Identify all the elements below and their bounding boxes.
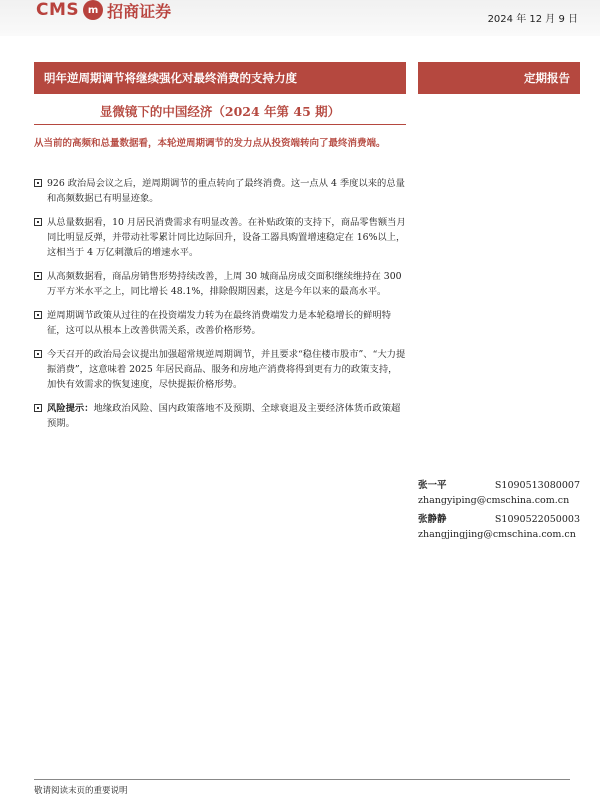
intro-summary: 从当前的高频和总量数据看，本轮逆周期调节的发力点从投资端转向了最终消费端。 [34, 138, 386, 149]
analyst-row [418, 512, 580, 527]
analyst-block [418, 478, 580, 546]
footer-divider [34, 779, 570, 780]
logo-cms-text: CMS [36, 0, 80, 20]
brand-logo [36, 0, 171, 20]
key-point-text: 逆周期调节政策从过往的在投资端发力转为在最终消费端发力是本轮稳增长的鲜明特征，这可以从根本上改善供需关系，改善价格形势。 [47, 310, 391, 336]
report-subtitle: 显微镜下的中国经济（2024 年第 45 期） [99, 104, 341, 119]
square-bullet-icon [34, 311, 42, 319]
key-point-text: 今天召开的政治局会议提出加强超常规逆周期调节，并且要求“稳住楼市股市”、“大力提振消费”，这意味着 2025 年居民商品、服务和房地产消费将得到更有力的政策支持，加快有效需求的恢复速度，尽快提振价格形势。 [47, 349, 406, 390]
subtitle-divider [34, 124, 406, 125]
footer-note: 敬请阅读末页的重要说明 [34, 786, 128, 796]
key-point [34, 269, 406, 299]
square-bullet-icon [34, 350, 42, 358]
analyst-email: zhangjingjing@cmschina.com.cn [418, 529, 576, 540]
analyst-email: zhangyiping@cmschina.com.cn [418, 495, 570, 506]
analyst-name: 张一平 [418, 480, 447, 491]
risk-text: 地缘政治风险、国内政策落地不及预期、全球衰退及主要经济体货币政策超预期。 [47, 403, 401, 429]
square-bullet-icon [34, 404, 42, 412]
analyst-name: 张静静 [418, 514, 447, 525]
key-point-text: 926 政治局会议之后，逆周期调节的重点转向了最终消费。这一点从 4 季度以来的总量和高频数据已有明显迹象。 [47, 178, 405, 204]
key-point [34, 308, 406, 338]
key-point [34, 176, 406, 206]
report-title: 明年逆周期调节将继续强化对最终消费的支持力度 [34, 62, 406, 94]
report-date: 2024 年 12 月 9 日 [487, 14, 578, 25]
key-point [34, 347, 406, 392]
analyst-cert: S1090522050003 [494, 514, 580, 525]
report-type-label: 定期报告 [418, 62, 580, 94]
analyst-cert: S1090513080007 [494, 480, 580, 491]
square-bullet-icon [34, 218, 42, 226]
analyst-row [418, 478, 580, 493]
key-point-text: 从高频数据看，商品房销售形势持续改善，上周 30 城商品房成交面积继续维持在 300 万平方米水平之上，同比增长 48.1%，排除假期因素，这是今年以来的最高水平。 [47, 271, 402, 297]
key-point [34, 215, 406, 260]
square-bullet-icon [34, 272, 42, 280]
risk-label: 风险提示： [47, 403, 94, 414]
key-point-text: 从总量数据看，10 月居民消费需求有明显改善。在补贴政策的支持下，商品零售额当月同比明显反弹，并带动社零累计同比边际回升，设备工器具购置增速稳定在 16%以上，这相当于 4 万亿刺激后的增速水平。 [47, 217, 406, 258]
key-points-list [34, 176, 406, 440]
square-bullet-icon [34, 179, 42, 187]
logo-cn-text: 招商证券 [107, 1, 172, 21]
logo-mark-icon: m [83, 0, 103, 20]
risk-warning [34, 401, 406, 431]
